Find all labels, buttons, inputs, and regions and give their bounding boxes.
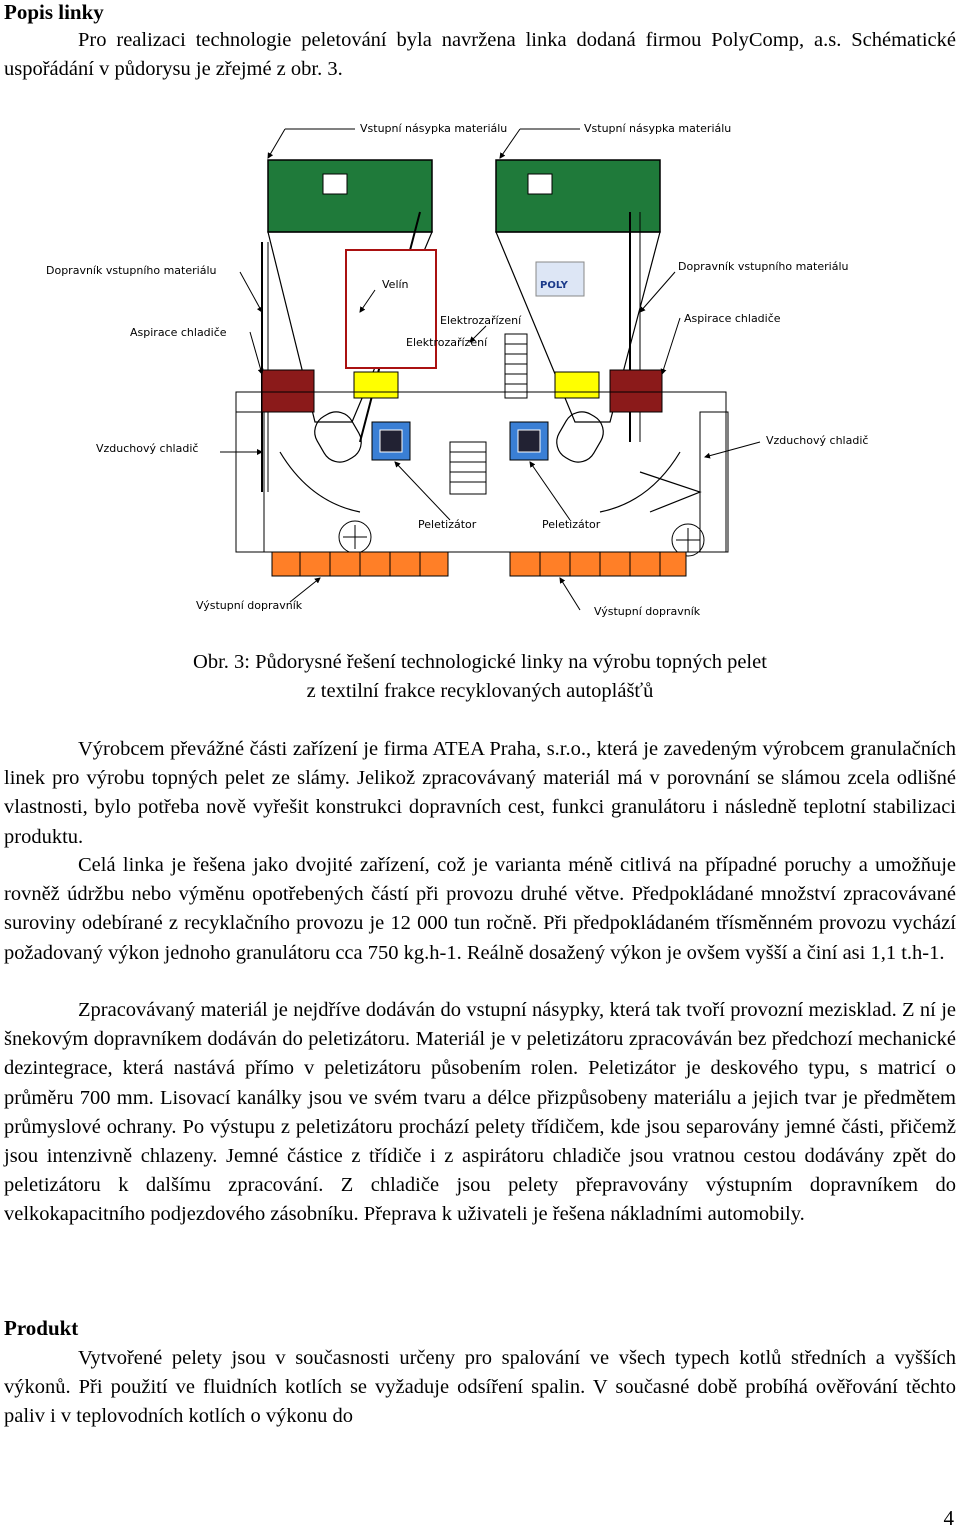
label-velin: Velín [382, 278, 409, 291]
figure-caption-line2: z textilní frakce recyklovaných autoplášťů [306, 680, 654, 702]
electro-box-right [555, 372, 599, 398]
label-electro-1: Elektrozařízení [440, 314, 522, 327]
control-room [346, 250, 436, 368]
cooler-right [610, 370, 662, 412]
label-pelletizer-left: Peletizátor [418, 518, 477, 531]
label-electro-2: Elektrozařízení [406, 336, 488, 349]
electro-box-left [354, 372, 398, 398]
page-number: 4 [943, 1506, 954, 1530]
intro-paragraph: Pro realizaci technologie peletování byla navržena linka dodaná firmou PolyComp, a.s. Schématické uspořádání v půdorysu je zřejmé z obr. 3. [4, 29, 956, 81]
floor-plan-figure [0, 112, 960, 632]
hopper-right [496, 160, 660, 232]
label-hopper-right: Vstupní násypka materiálu [584, 122, 732, 135]
paragraph-3: Zpracovávaný materiál je nejdříve dodáván do vstupní násypky, která tak tvoří provozní mezisklad. Z ní je šnekovým dopravníkem dodáván do peletizátoru. Materiál je v peletizátoru zpracováván bez předchozí mechanické dezintegrace, která nastává přímo v peletizátoru působením rolen. Peletizátor je deskového typu, s matricí o průměru 700 mm. Lisovací kanálky jsou ve svém tvaru a délce přizpůsobeny materiálu a jejich tvar je předmětem průmyslové ochrany. Po výstupu z peletizátoru prochází pelety třídičem, kde jsou separovány jemné části, přičemž jsou intenzivně chlazeny. Jemné částice z třídiče i z aspirátoru chladiče jsou vratnou cestou dodávány zpět do peletizátoru k dalšímu zpracování. Z chladiče jsou pelety přepravovány výstupním dopravníkem do velkokapacitního podjezdového zásobníku. Přeprava k uživateli je řešena nákladními automobily. [4, 999, 956, 1226]
label-hopper-left: Vstupní násypka materiálu [360, 122, 508, 135]
label-output-left: Výstupní dopravník [196, 599, 303, 612]
paragraph-1: Výrobcem převážné části zařízení je firma ATEA Praha, s.r.o., která je zavedeným výrobcem granulačních linek pro výrobu topných pelet ze slámy. Jelikož zpracovávaný materiál má v porovnání se slámou zcela odlišné vlastnosti, bylo potřeba nově vyřešit konstrukci dopravních cest, funkci granulátoru i následně teplotní stabilizaci produktu. [4, 738, 956, 848]
svg-text:POLY: POLY [540, 280, 568, 291]
section-heading-produkt: Produkt [4, 1316, 79, 1340]
label-cooler-left: Vzduchový chladič [96, 442, 199, 455]
cooler-left [262, 370, 314, 412]
label-aspiration-right: Aspirace chladiče [684, 312, 781, 325]
label-aspiration-left: Aspirace chladiče [130, 326, 227, 339]
section-heading-popis: Popis linky [4, 0, 104, 24]
label-cooler-right: Vzduchový chladič [766, 434, 869, 447]
label-pelletizer-right: Peletizátor [542, 518, 601, 531]
label-conveyor-in-left: Dopravník vstupního materiálu [46, 264, 217, 277]
label-conveyor-in-right: Dopravník vstupního materiálu [678, 260, 849, 273]
product-paragraph: Vytvořené pelety jsou v současnosti určeny pro spalování ve všech typech kotlů středních a vyšších výkonů. Při použití ve fluidních kotlích se vyžaduje odsíření spalin. V současné době probíhá ověřování těchto paliv i v teplovodních kotlích o výkonu do [4, 1347, 956, 1428]
figure-caption-line1: Obr. 3: Půdorysné řešení technologické linky na výrobu topných pelet [193, 651, 767, 673]
label-output-right: Výstupní dopravník [594, 605, 701, 618]
paragraph-2: Celá linka je řešena jako dvojité zařízení, což je varianta méně citlivá na případné poruchy a umožňuje rovněž údržbu nebo výměnu opotřebených částí při provozu druhé větve. Předpokládané množství zpracovávané suroviny odebírané z recyklačního provozu je 12 000 tun ročně. Při předpokládaném třísměnném provozu vychází požadovaný výkon jednoho granulátoru cca 750 kg.h-1. Reálně dosažený výkon je ovšem vyšší a činí asi 1,1 t.h-1. [4, 854, 956, 964]
hopper-left [268, 160, 432, 232]
